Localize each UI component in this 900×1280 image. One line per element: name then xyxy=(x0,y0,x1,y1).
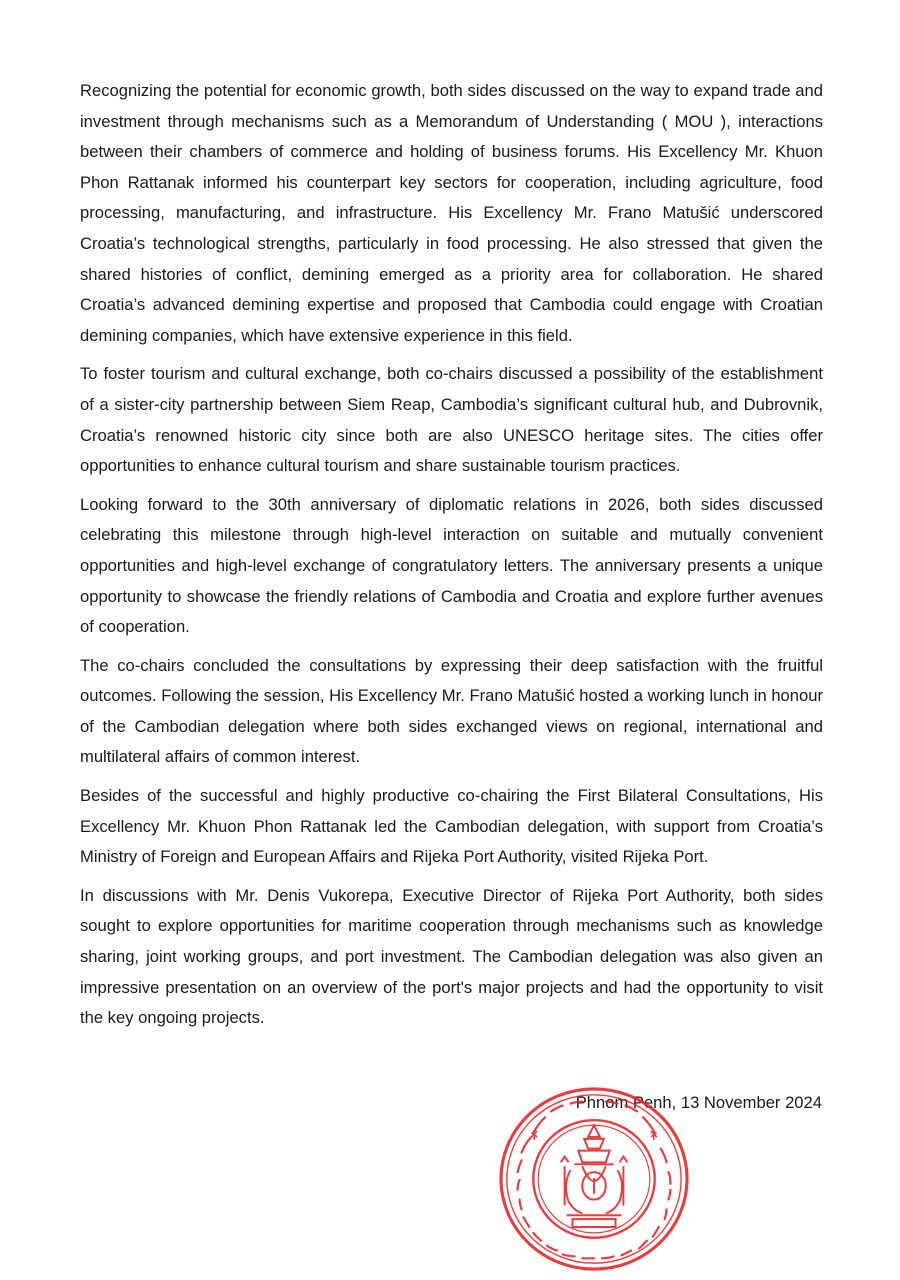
document-body xyxy=(80,76,823,1042)
paragraph-conclusion: The co-chairs concluded the consultations by expressing their deep satisfaction with the fruitful outcomes. Following the session, His Excellency Mr. Frano Matušić hosted a working lunch in honour of the Cambodian delegation where both sides exchanged views on regional, international and multilateral affairs of common interest. xyxy=(80,655,823,767)
paragraph-tourism-exchange: To foster tourism and cultural exchange, both co-chairs discussed a possibility of the establishment of a sister-city partnership between Siem Reap, Cambodia’s significant cultural hub, and Dubrovnik, Croatia’s renowned historic city since both are also UNESCO heritage sites. The cities offer opportunities to enhance cultural tourism and share sustainable tourism practices. xyxy=(80,364,823,476)
paragraph-anniversary: Looking forward to the 30th anniversary of diplomatic relations in 2026, both sides discussed celebrating this milestone through high-level interaction on suitable and mutually convenient opportunities and high-level exchange of congratulatory letters. The anniversary presents a unique opportunity to showcase the friendly relations of Cambodia and Croatia and explore further avenues of cooperation. xyxy=(80,494,823,637)
paragraph-rijeka-visit: Besides of the successful and highly productive co-chairing the First Bilateral Consultations, His Excellency Mr. Khuon Phon Rattanak led the Cambodian delegation, with support from Croatia’s Ministry of Foreign and European Affairs and Rijeka Port Authority, visited Rijeka Port. xyxy=(80,786,823,867)
official-seal-icon xyxy=(496,1084,692,1274)
date-line: Phnom Penh, 13 November 2024 xyxy=(575,1093,822,1112)
paragraph-economic-cooperation: Recognizing the potential for economic growth, both sides discussed on the way to expand trade and investment through mechanisms such as a Memorandum of Understanding ( MOU ), interactions between their chambers of commerce and holding of business forums. His Excellency Mr. Khuon Phon Rattanak informed his counterpart key sectors for cooperation, including agriculture, food processing, manufacturing, and infrastructure. His Excellency Mr. Frano Matušić underscored Croatia’s technological strengths, particularly in food processing. He also stressed that given the shared histories of conflict, demining emerged as a priority area for collaboration. He shared Croatia’s advanced demining expertise and proposed that Cambodia could engage with Croatian demining companies, which have extensive experience in this field. xyxy=(80,81,823,345)
paragraph-maritime-cooperation: In discussions with Mr. Denis Vukorepa, Executive Director of Rijeka Port Authority, both sides sought to explore opportunities for maritime cooperation through mechanisms such as knowledge sharing, joint working groups, and port investment. The Cambodian delegation was also given an impressive presentation on an overview of the port's major projects and had the opportunity to visit the key ongoing projects. xyxy=(80,885,823,1028)
